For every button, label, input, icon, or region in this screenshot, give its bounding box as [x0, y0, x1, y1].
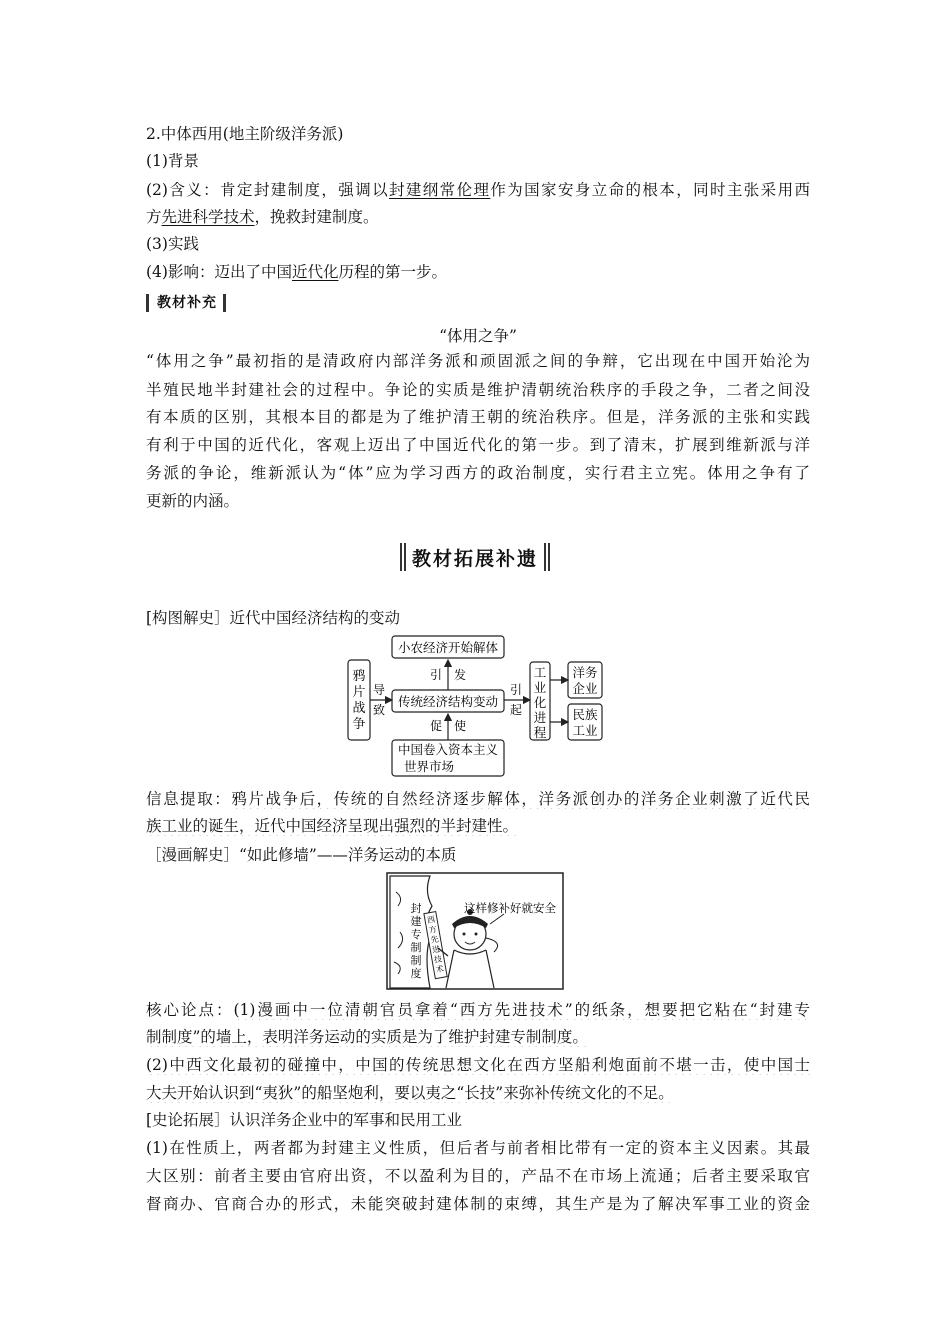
national-industry-text: 工业: [572, 723, 598, 738]
war-char: 战: [352, 701, 366, 716]
supplement-line: 半殖民地半封建社会的过程中。争论的实质是维护清朝统治秩序的手段之争，二者之间没: [146, 381, 810, 399]
yangwu-enterprise-text: 洋务: [572, 665, 598, 680]
wavy-underline-text: (2)中西文化最初的碰撞中，中国的传统思想文化在西方坚船利炮面前不堪一击，使中国士: [146, 1056, 810, 1074]
paper-strip-char: 方: [428, 924, 438, 935]
wall-char: 制: [410, 941, 422, 954]
cause-label: 起: [509, 703, 523, 717]
industry-char: 程: [533, 725, 547, 740]
history-label: [史论拓展］认识洋务企业中的军事和民用工业: [146, 1111, 463, 1129]
wall-char: 建: [410, 915, 422, 928]
paper-strip-char: 术: [435, 964, 445, 975]
speech-bubble-text: 这样修补好就安全: [464, 901, 556, 915]
national-industry-text: 民族: [572, 707, 598, 722]
wavy-underline-text: 大夫开始认识到“夷狄”的船坚炮利，要以夷之“长技”来弥补传统文化的不足。: [146, 1084, 674, 1102]
supplement-tag: 教材补充: [146, 294, 226, 312]
paper-strip-char: 技: [433, 954, 443, 965]
underlined-term: 封建纲常伦理: [388, 181, 491, 199]
industry-char: 业: [533, 680, 547, 695]
core-line-2: [146, 1027, 810, 1047]
history-line: 督商办、官商合办的形式，未能突破封建体制的束缚，其生产是为了解决军事工业的资金: [146, 1195, 810, 1213]
small-peasant-text: 小农经济开始解体: [397, 640, 499, 655]
practice-item: (3)实践: [146, 235, 199, 253]
economic-structure-diagram: [340, 632, 610, 780]
wall-char: 度: [410, 967, 422, 980]
yangwu-enterprise-text: 企业: [572, 681, 598, 696]
wavy-underline-text: 制制度”的墙上，表明洋务运动的实质是为了维护封建专制制度。: [146, 1028, 588, 1046]
wavy-underline-text: (1)漫画中一位清朝官员拿着“西方先进技术”的纸条，想要把它粘在“封建专: [233, 1001, 810, 1019]
paper-strip-char: 先: [429, 934, 440, 945]
wavy-underline-text: 鸦片战争后，传统的自然经济逐步解体，洋务派创办的洋务企业刺激了近代民: [231, 790, 810, 808]
impact-item: (4)影响：迈出了中国近代化历程的第一步。: [146, 263, 447, 281]
supplement-line: 务派的争论，维新派认为“体”应为学习西方的政治制度，实行君主立宪。体用之争有了: [146, 464, 810, 482]
wavy-underline-text: 族工业的诞生，近代中国经济呈现出强烈的半封建性。: [146, 817, 519, 835]
core-line-3: [146, 1055, 810, 1075]
history-line: (1)在性质上，两者都为封建主义性质，但后者与前者相比带有一定的资本主义因素。其最: [146, 1139, 810, 1157]
industry-char: 工: [533, 665, 547, 680]
trigger-label: 引: [429, 668, 443, 682]
wall-char: 专: [410, 928, 422, 941]
underlined-term: 近代化: [291, 263, 339, 281]
war-char: 争: [352, 717, 366, 732]
section-banner: [395, 542, 555, 572]
core-line-1: 核心论点：(1)漫画中一位清朝官员拿着“西方先进技术”的纸条，想要把它粘在“封建专: [146, 1001, 810, 1019]
world-market-text: 中国卷入资本主义: [397, 742, 499, 757]
cartoon-illustration: [386, 872, 564, 990]
section-heading: 2.中体西用(地主阶级洋务派): [146, 125, 344, 143]
diagram-label: [构图解史］近代中国经济结构的变动: [146, 609, 401, 627]
meaning-line-1: (2)含义：肯定封建制度，强调以封建纲常伦理作为国家安身立命的根本，同时主张采用西: [146, 181, 810, 199]
war-char: 鸦: [352, 669, 366, 684]
lead-label: 致: [372, 703, 386, 717]
supplement-title: “体用之争”: [439, 327, 517, 345]
world-market-text: 世界市场: [403, 759, 455, 774]
supplement-line: 更新的内涵。: [146, 492, 240, 510]
promote-label: 使: [453, 719, 467, 733]
cause-label: 引: [509, 683, 523, 697]
supplement-line: 有利于中国的近代化，客观上迈出了中国近代化的第一步。到了清末，扩展到维新派与洋: [146, 436, 810, 454]
paper-strip-char: 西: [426, 914, 436, 926]
industry-char: 进: [533, 710, 547, 725]
industry-char: 化: [533, 695, 547, 710]
paper-strip-char: 进: [431, 944, 442, 955]
promote-label: 促: [429, 719, 443, 733]
war-char: 片: [352, 685, 366, 700]
banner-title: 教材拓展补遗: [411, 547, 538, 570]
supplement-line: 有本质的区别，其根本目的都是为了维护清王朝的统治秩序。但是，洋务派的主张和实践: [146, 408, 810, 426]
traditional-structure-text: 传统经济结构变动: [397, 694, 499, 709]
wall-char: 制: [410, 954, 422, 967]
cartoon-label: ［漫画解史］“如此修墙”——洋务运动的本质: [146, 846, 457, 864]
core-line-4: [146, 1083, 810, 1103]
history-line: 大区别：前者主要由官府出资，不以盈利为目的，产品不在市场上流通；后者主要采取官: [146, 1167, 810, 1185]
info-line-2: [146, 816, 810, 836]
underlined-term: 先进科学技术: [161, 208, 255, 226]
background-item: (1)背景: [146, 152, 199, 170]
wall-char: 封: [410, 902, 422, 915]
supplement-line: “体用之争”最初指的是清政府内部洋务派和顽固派之间的争辩，它出现在中国开始沦为: [146, 352, 810, 370]
info-line-1: 信息提取：鸦片战争后，传统的自然经济逐步解体，洋务派创办的洋务企业刺激了近代民: [146, 790, 810, 808]
trigger-label: 发: [453, 668, 467, 682]
lead-label: 导: [372, 683, 386, 697]
meaning-line-2: 方先进科学技术，挽救封建制度。: [146, 208, 379, 226]
